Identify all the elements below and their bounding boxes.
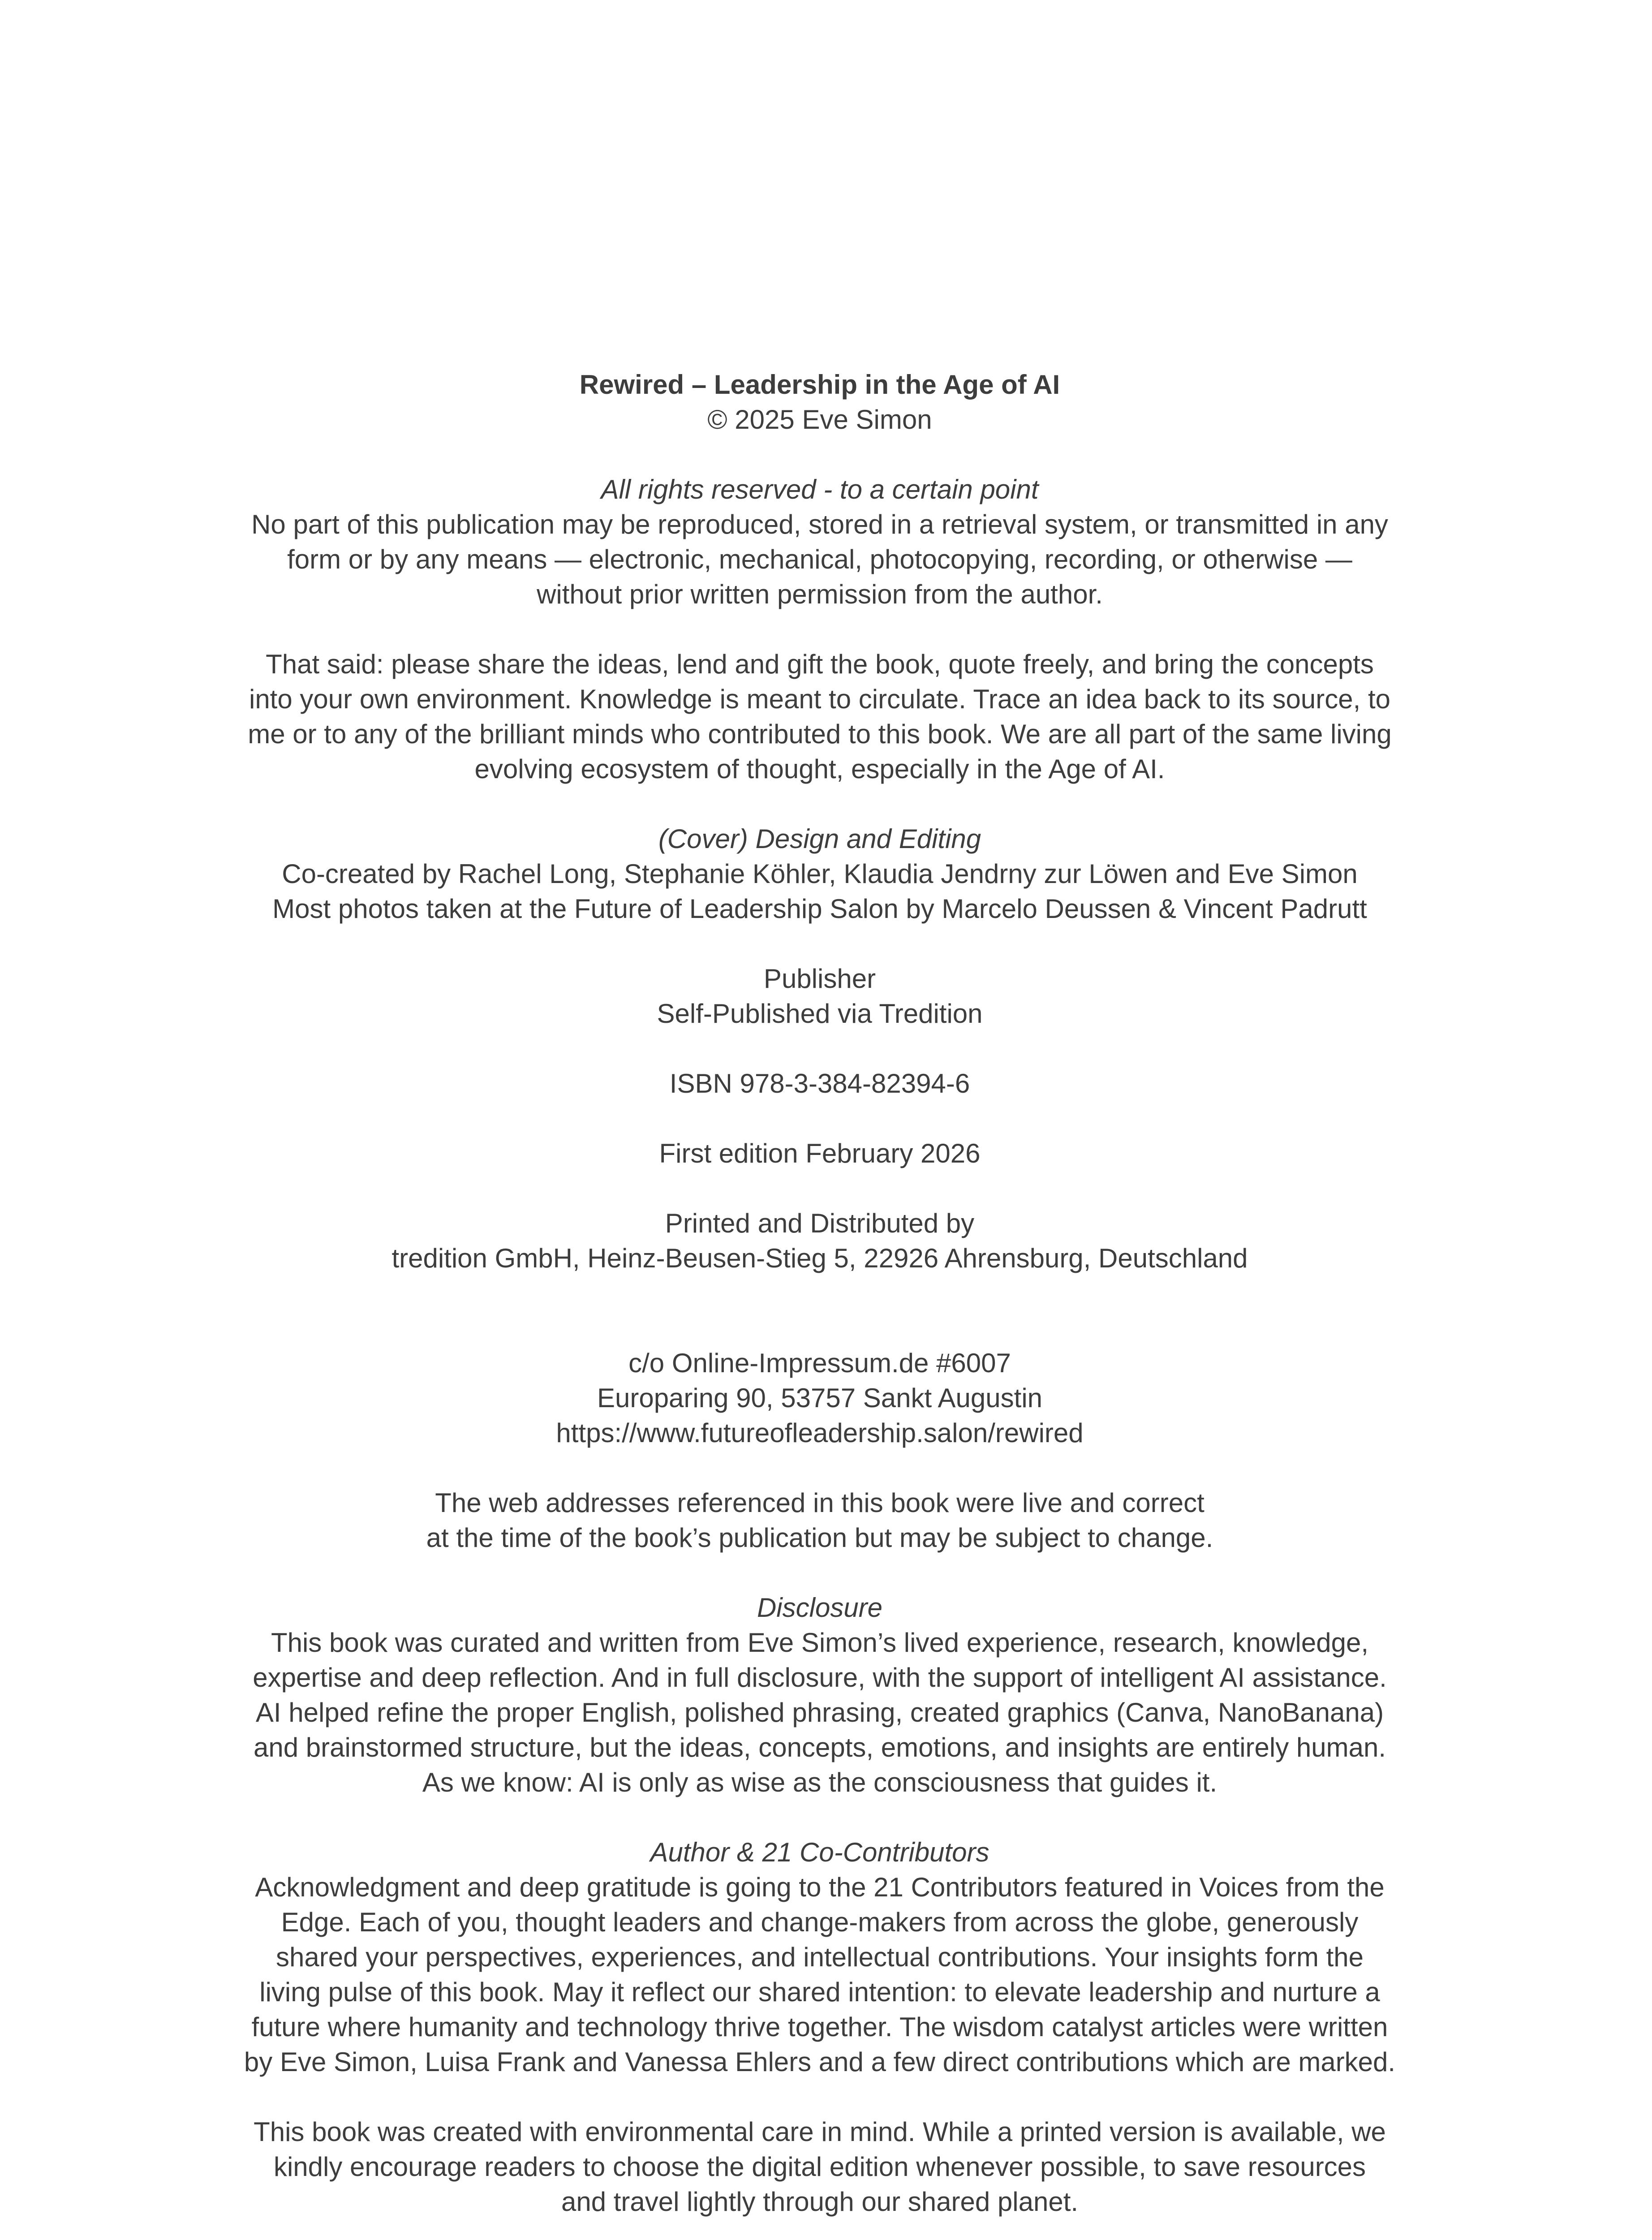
contributors-block — [242, 1835, 1398, 2080]
copyright-line: © 2025 Eve Simon — [707, 405, 932, 435]
sharing-text: That said: please share the ideas, lend and gift the book, quote freely, and bring the concepts into your own environment. Knowledge is meant to circulate. Trace an idea back to its source, to me or to any of the brilliant minds who contributed to this book. We are all part of the same living evolving ecosystem of thought, especially in the Age of AI. — [248, 649, 1392, 784]
distribution-block — [242, 1206, 1398, 1276]
design-block — [242, 822, 1398, 926]
rights-text: No part of this publication may be reproduced, stored in a retrieval system, or transmitted in any form or by any means — electronic, mechanical, photocopying, recording, or otherwise — without prior written permission from the author. — [251, 509, 1388, 609]
imprint-content — [242, 367, 1398, 2240]
contact-address-line2: Europaring 90, 53757 Sankt Augustin — [597, 1383, 1043, 1413]
web-notice-line2: at the time of the book’s publication but may be subject to change. — [426, 1523, 1213, 1553]
disclosure-text: This book was curated and written from Eve Simon’s lived experience, research, knowledge, expertise and deep reflection. And in full disclosure, with the support of intelligent AI assistance. AI helped refine the proper English, polished phrasing, created graphics (Canva, NanoBanana) and brainstormed structure, but the ideas, concepts, emotions, and insights are entirely human. As we know: AI is only as wise as the consciousness that guides it. — [253, 1628, 1387, 1797]
isbn-block — [242, 1066, 1398, 1101]
edition: First edition February 2026 — [659, 1138, 981, 1168]
design-credits: Co-created by Rachel Long, Stephanie Köhler, Klaudia Jendrny zur Löwen and Eve Simon — [282, 859, 1358, 889]
book-title: Rewired – Leadership in the Age of AI — [579, 370, 1060, 400]
distribution-address: tredition GmbH, Heinz-Beusen-Stieg 5, 22926 Ahrensburg, Deutschland — [391, 1243, 1248, 1273]
sharing-block — [242, 647, 1398, 787]
photo-credits: Most photos taken at the Future of Leadership Salon by Marcelo Deussen & Vincent Padrutt — [272, 894, 1367, 924]
title-block — [242, 367, 1398, 437]
publisher-block — [242, 961, 1398, 1031]
disclosure-heading: Disclosure — [757, 1593, 883, 1623]
contact-address-line1: c/o Online-Impressum.de #6007 — [628, 1348, 1011, 1378]
contact-address-block — [242, 1346, 1398, 1451]
environment-text: This book was created with environmental care in mind. While a printed version is available, we kindly encourage readers to choose the digital edition whenever possible, to save resources and travel lightly through our shared planet. — [254, 2117, 1386, 2217]
web-notice-line1: The web addresses referenced in this book were live and correct — [435, 1488, 1205, 1518]
website-link[interactable]: https://www.futureofleadership.salon/rewired — [556, 1418, 1084, 1448]
publisher-heading: Publisher — [763, 964, 876, 994]
isbn: ISBN 978-3-384-82394-6 — [669, 1068, 970, 1098]
contributors-text: Acknowledgment and deep gratitude is going to the 21 Contributors featured in Voices from the Edge. Each of you, thought leaders and change-makers from across the globe, generously shared your perspectives, experiences, and intellectual contributions. Your insights form the living pulse of this book. May it reflect our shared intention: to elevate leadership and nurture a future where humanity and technology thrive together. The wisdom catalyst articles were written by Eve Simon, Luisa Frank and Vanessa Ehlers and a few direct contributions which are marked. — [244, 1872, 1396, 2077]
rights-heading: All rights reserved - to a certain point — [601, 474, 1039, 504]
edition-block — [242, 1136, 1398, 1171]
contributors-heading: Author & 21 Co-Contributors — [650, 1837, 989, 1867]
disclosure-block — [242, 1590, 1398, 1800]
publisher-name: Self-Published via Tredition — [657, 999, 983, 1029]
design-heading: (Cover) Design and Editing — [658, 824, 981, 854]
environment-block — [242, 2115, 1398, 2219]
distribution-heading: Printed and Distributed by — [665, 1208, 975, 1238]
web-notice-block — [242, 1486, 1398, 1555]
rights-block — [242, 472, 1398, 612]
